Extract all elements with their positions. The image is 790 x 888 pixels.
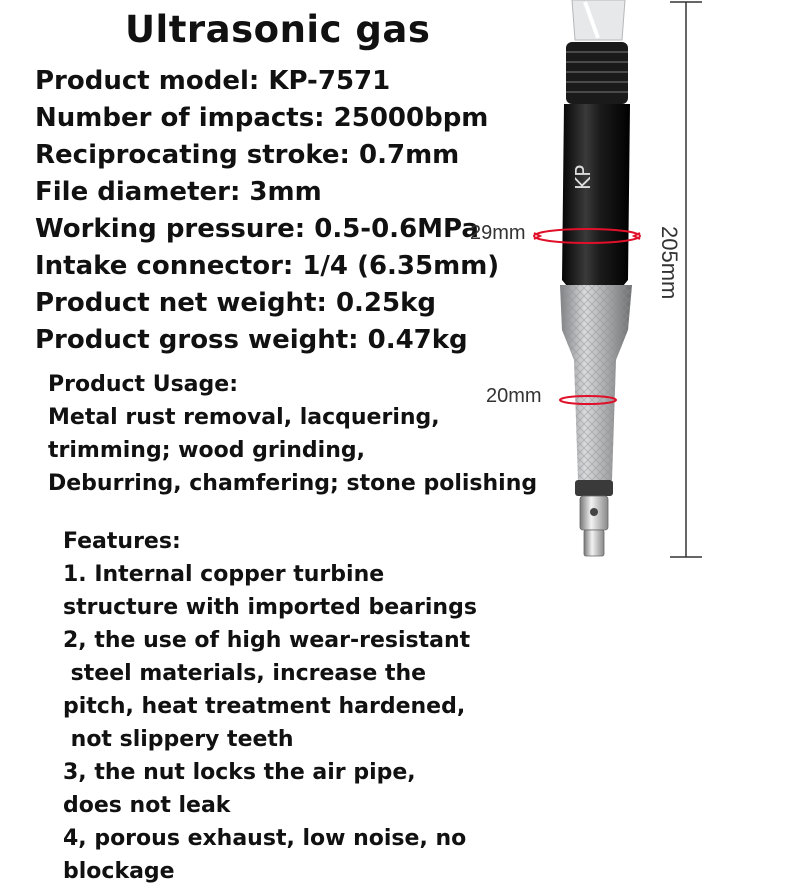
feature-line: does not leak (63, 793, 231, 818)
spec-pressure: Working pressure: 0.5-0.6MPa (35, 214, 479, 244)
usage-line: Metal rust removal, lacquering, (48, 405, 440, 430)
air-file-tool-image (520, 0, 790, 877)
spec-stroke: Reciprocating stroke: 0.7mm (35, 140, 460, 170)
feature-line: 1. Internal copper turbine (63, 562, 385, 587)
usage-heading: Product Usage: (48, 372, 238, 397)
spec-net-weight: Product net weight: 0.25kg (35, 288, 436, 318)
feature-line: steel materials, increase the (63, 661, 427, 686)
feature-line: pitch, heat treatment hardened, (63, 694, 466, 719)
collet (575, 480, 613, 496)
spec-intake: Intake connector: 1/4 (6.35mm) (35, 251, 500, 281)
feature-line: structure with imported bearings (63, 595, 477, 620)
spec-product-model: Product model: KP-7571 (35, 66, 391, 96)
spec-file-diameter: File diameter: 3mm (35, 177, 322, 207)
feature-line: 4, porous exhaust, low noise, no (63, 826, 467, 851)
spec-gross-weight: Product gross weight: 0.47kg (35, 325, 468, 355)
black-housing (562, 104, 630, 292)
features-section (63, 525, 477, 888)
features-heading: Features: (63, 529, 181, 554)
dimension-label-length: 205mm (657, 226, 682, 300)
feature-line: blockage (63, 859, 175, 884)
feature-line: 2, the use of high wear-resistant (63, 628, 471, 653)
usage-line: Deburring, chamfering; stone polishing (48, 471, 538, 496)
usage-section (48, 368, 537, 500)
spec-impacts: Number of impacts: 25000bpm (35, 103, 489, 133)
dimension-label-top: 29mm (470, 222, 526, 244)
dimension-label-bottom: 20mm (486, 385, 542, 407)
page-title: Ultrasonic gas (125, 8, 431, 51)
feature-line: not slippery teeth (63, 727, 294, 752)
usage-line: trimming; wood grinding, (48, 438, 365, 463)
spec-list (35, 63, 499, 359)
feature-line: 3, the nut locks the air pipe, (63, 760, 416, 785)
svg-text:KP: KP (571, 164, 595, 190)
